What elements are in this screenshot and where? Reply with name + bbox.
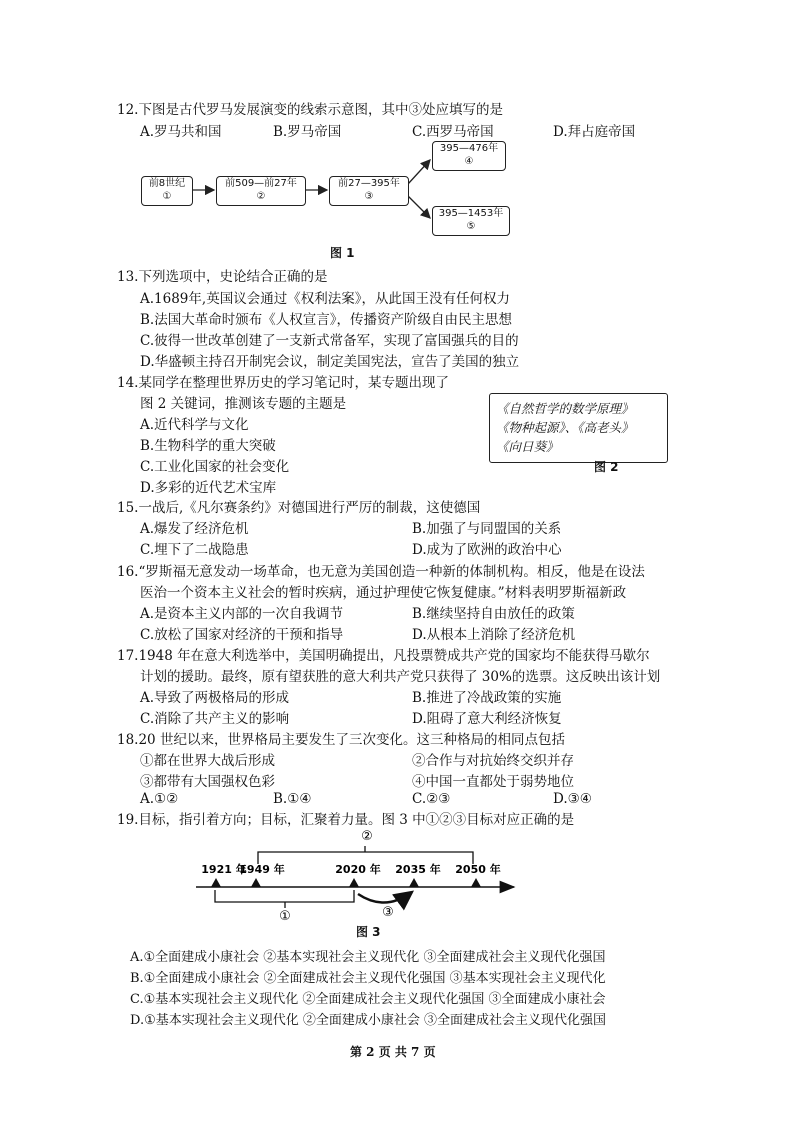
year-1949: 1949 年 [239,863,285,876]
figure-3-mark-2: ② [361,829,373,844]
q14-stem-line1: 14.某同学在整理世界历史的学习笔记时，某专题出现了 [117,375,449,391]
q13-option-a: A.1689年,英国议会通过《权利法案》，从此国王没有任何权力 [140,291,510,307]
box-2-period: 前509—前27年 [225,178,297,189]
q18-option-b: B.①④ [273,791,312,807]
q18-item-3: ③都带有大国强权色彩 [140,774,275,790]
q15-option-c: C.埋下了二战隐患 [140,542,249,558]
q17-stem-line1: 17.1948 年在意大利选举中，美国明确提出，凡投票赞成共产党的国家均不能获得马歇尔 [117,648,650,664]
q19-option-c: C.①基本实现社会主义现代化 ②全面建成社会主义现代化强国 ③全面建成小康社会 [130,992,606,1007]
year-2020: 2020 年 [335,863,381,876]
page-footer: 第 2 页 共 7 页 [350,1045,436,1059]
tick-2035 [409,878,419,887]
year-2050: 2050 年 [455,863,501,876]
figure-1-box-4 [432,141,506,171]
q14-option-c: C.工业化国家的社会变化 [140,459,290,475]
q13-option-b: B.法国大革命时颁布《人权宣言》，传播资产阶级自由民主思想 [140,312,512,328]
box-4-period: 395—476年 [439,143,499,154]
q12-stem: 12.下图是古代罗马发展演变的线索示意图，其中③处应填写的是 [117,102,503,118]
figure-2-caption: 图 2 [594,460,619,474]
q12-option-d: D.拜占庭帝国 [553,124,636,140]
figure-3-caption: 图 3 [356,925,381,939]
note-line-1: 《自然哲学的数学原理》 [496,401,634,416]
arrow-3-4 [408,160,430,184]
q12-option-a: A.罗马共和国 [140,124,222,140]
box-2-mark: ② [256,191,266,202]
q15-option-d: D.成为了欧洲的政治中心 [412,542,562,558]
q16-option-d: D.从根本上消除了经济危机 [412,627,576,643]
note-line-2: 《物种起源》、《高老头》 [496,420,634,435]
box-5-period: 395—1453年 [438,208,504,219]
box-1-mark: ① [162,191,172,202]
box-3-mark: ③ [364,191,374,202]
box-1-period: 前8世纪 [148,178,186,189]
tick-1921 [211,878,221,887]
q17-stem-line2: 计划的援助。最终，原有望获胜的意大利共产党只获得了 30%的选票。这反映出该计划 [140,669,661,685]
q19-option-d: D.①基本实现社会主义现代化 ②全面建成小康社会 ③全面建成社会主义现代化强国 [130,1013,607,1028]
q17-option-b: B.推进了冷战政策的实施 [412,690,562,706]
box-5-mark: ⑤ [466,221,476,232]
q18-option-a: A.①② [140,791,179,807]
figure-3-mark-1: ① [279,909,291,924]
box-3-period: 前27—395年 [338,178,400,189]
q15-stem: 15.一战后,《凡尔赛条约》对德国进行严厉的制裁，这使德国 [117,500,481,516]
q14-option-d: D.多彩的近代艺术宝库 [140,480,277,496]
figure-1-box-1 [141,176,193,206]
q16-option-a: A.是资本主义内部的一次自我调节 [140,606,344,622]
q18-item-1: ①都在世界大战后形成 [140,753,275,769]
q18-stem: 18.20 世纪以来，世界格局主要发生了三次变化。这三种格局的相同点包括 [117,732,565,748]
box-4-mark: ④ [464,156,474,167]
year-1921: 1921 年 [201,863,247,876]
q13-option-d: D.华盛顿主持召开制宪会议，制定美国宪法，宣告了美国的独立 [140,354,520,370]
figure-3 [0,820,794,930]
figure-1-arrows [0,0,794,260]
q18-item-4: ④中国一直都处于弱势地位 [412,774,574,790]
figure-1-box-5 [432,206,510,236]
arrow-3-5 [408,196,430,218]
q17-option-c: C.消除了共产主义的影响 [140,711,290,727]
q14-option-a: A.近代科学与文化 [140,417,249,433]
q13-stem: 13.下列选项中，史论结合正确的是 [117,269,328,285]
q14-option-b: B.生物科学的重大突破 [140,438,276,454]
q12-option-b: B.罗马帝国 [273,124,342,140]
q16-option-c: C.放松了国家对经济的干预和指导 [140,627,344,643]
figure-1-caption: 图 1 [330,246,355,260]
q17-option-a: A.导致了两极格局的形成 [140,690,290,706]
q19-stem: 19.目标，指引着方向；目标，汇聚着力量。图 3 中①②③目标对应正确的是 [117,812,575,828]
tick-2020 [349,878,359,887]
figure-3-mark-3: ③ [382,905,394,920]
tick-2050 [471,878,481,887]
tick-1949 [251,878,261,887]
q18-item-2: ②合作与对抗始终交织并存 [412,753,574,769]
brace-1 [215,890,354,902]
q13-option-c: C.彼得一世改革创建了一支新式常备军，实现了富国强兵的目的 [140,333,519,349]
q12-option-c: C.西罗马帝国 [412,124,494,140]
q17-option-d: D.阻碍了意大利经济恢复 [412,711,562,727]
q16-option-b: B.继续坚持自由放任的政策 [412,606,575,622]
figure-1-box-3 [329,176,409,206]
q15-option-a: A.爆发了经济危机 [140,521,249,537]
q16-stem-line1: 16.“罗斯福无意发动一场革命，也无意为美国创造一种新的体制机构。相反，他是在设法 [117,564,645,580]
q14-stem-line2: 图 2 关键词，推测该专题的主题是 [140,396,347,412]
q19-option-a: A.①全面建成小康社会 ②基本实现社会主义现代化 ③全面建成社会主义现代化强国 [130,950,606,965]
q18-option-c: C.②③ [412,791,451,807]
q19-option-b: B.①全面建成小康社会 ②全面建成社会主义现代化强国 ③基本实现社会主义现代化 [130,971,606,986]
q18-option-d: D.③④ [553,791,592,807]
note-line-3: 《向日葵》 [496,439,559,454]
year-2035: 2035 年 [395,863,441,876]
q16-stem-line2: 医治一个资本主义社会的暂时疾病，通过护理使它恢复健康。”材料表明罗斯福新政 [140,585,627,601]
curve-arrow-3 [358,892,412,903]
figure-1-box-2 [216,176,306,206]
q15-option-b: B.加强了与同盟国的关系 [412,521,562,537]
